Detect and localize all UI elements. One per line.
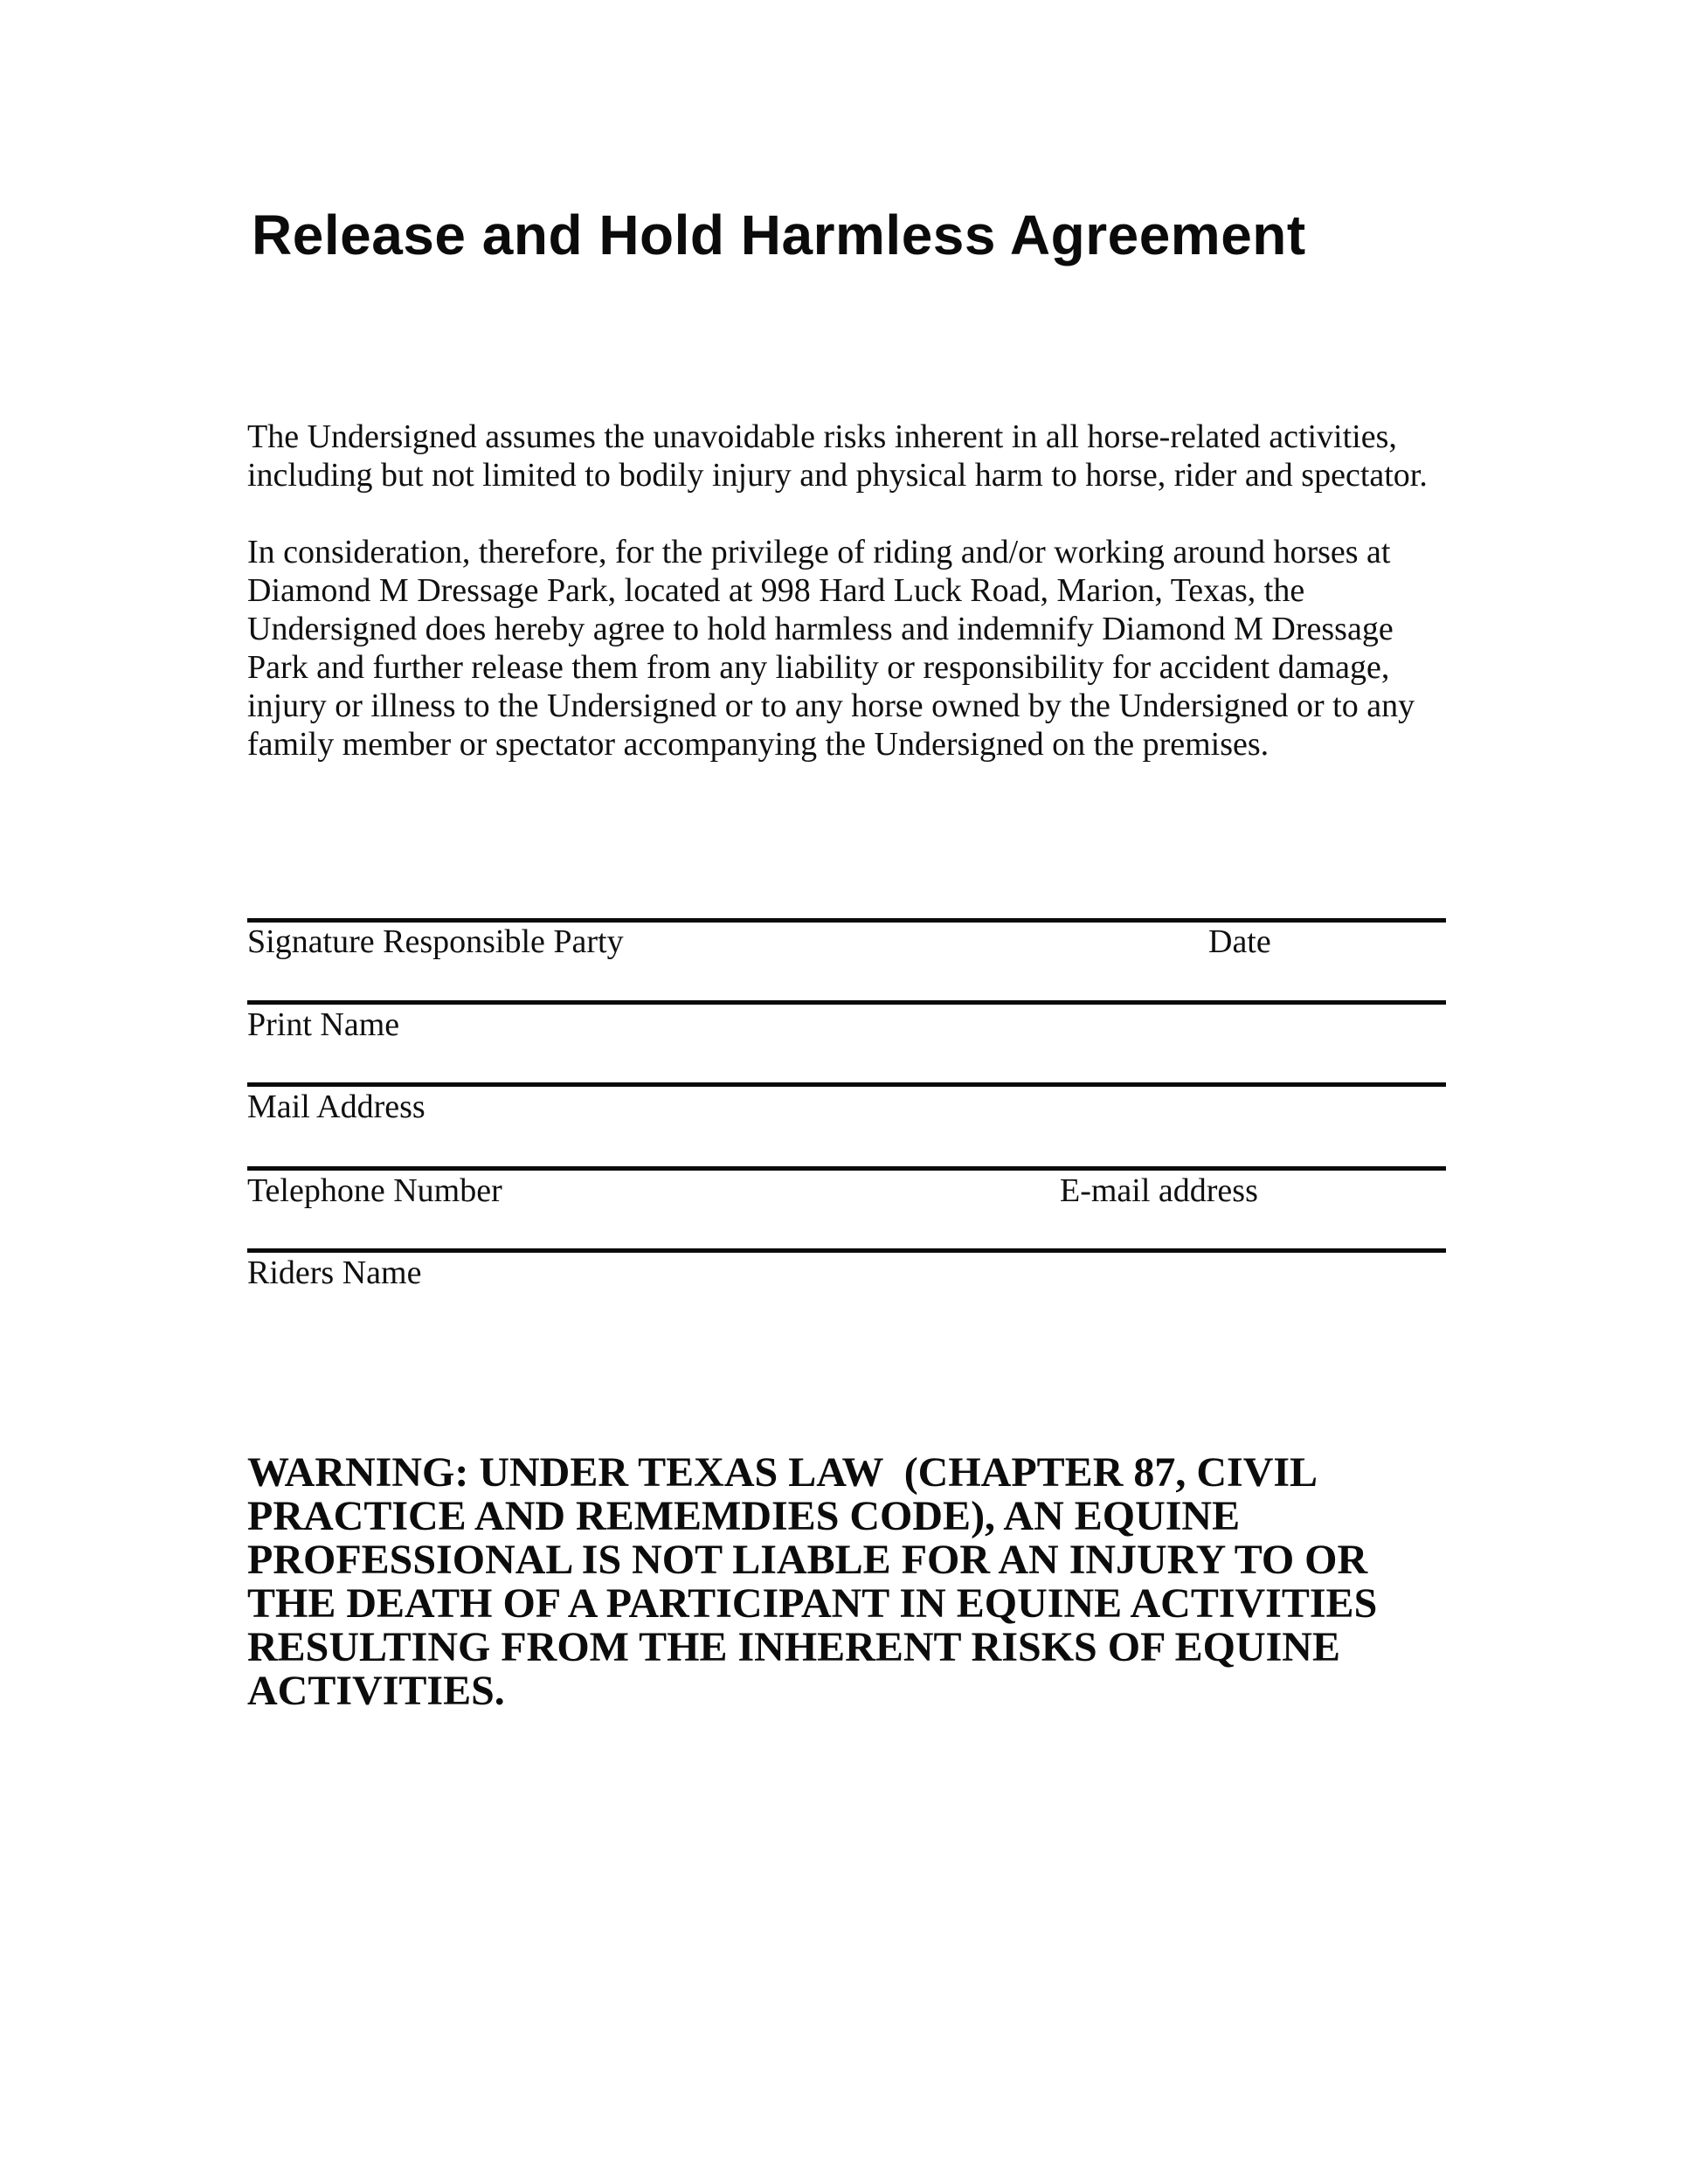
field-label-date: Date [1208, 923, 1271, 960]
riders-name-row-labels [247, 1254, 1446, 1292]
print-name-row-labels [247, 1006, 1446, 1044]
text-line: Diamond M Dressage Park, located at 998 Hard Luck Road, Marion, Texas, the [247, 572, 1305, 609]
field-label-telephone-number: Telephone Number [247, 1172, 502, 1209]
field-label-signature-responsible-party: Signature Responsible Party [247, 923, 624, 960]
field-label-riders-name: Riders Name [247, 1254, 422, 1291]
text-line: including but not limited to bodily injury and physical harm to horse, rider and spectator. [247, 457, 1428, 494]
text-line: ACTIVITIES. [247, 1668, 505, 1714]
telephone-row-labels [247, 1171, 1446, 1210]
text-line: Undersigned does hereby agree to hold harmless and indemnify Diamond M Dressage [247, 611, 1394, 647]
riders-name-line [247, 1248, 1446, 1253]
mail-address-row-labels [247, 1088, 1446, 1126]
text-line: family member or spectator accompanying the Undersigned on the premises. [247, 726, 1269, 763]
text-line: injury or illness to the Undersigned or to any horse owned by the Undersigned or to any [247, 688, 1415, 724]
field-label-email-address: E-mail address [1060, 1172, 1258, 1209]
warning-text [247, 1451, 1377, 1713]
field-label-mail-address: Mail Address [247, 1089, 425, 1125]
print-name-line [247, 1000, 1446, 1005]
text-line: PRACTICE AND REMEMDIES CODE), AN EQUINE [247, 1493, 1241, 1539]
text-line: Park and further release them from any liability or responsibility for accident damage, [247, 649, 1390, 686]
signature-row-labels [247, 923, 1446, 961]
telephone-line [247, 1166, 1446, 1171]
text-line: In consideration, therefore, for the privilege of riding and/or working around horses at [247, 534, 1391, 570]
consideration-paragraph [247, 533, 1415, 764]
text-line: THE DEATH OF A PARTICIPANT IN EQUINE ACTIVITIES [247, 1580, 1378, 1627]
intro-paragraph [247, 418, 1428, 494]
mail-address-line [247, 1082, 1446, 1087]
text-line: PROFESSIONAL IS NOT LIABLE FOR AN INJURY TO OR [247, 1537, 1368, 1583]
field-label-print-name: Print Name [247, 1006, 400, 1043]
text-line: The Undersigned assumes the unavoidable risks inherent in all horse-related activities, [247, 418, 1397, 455]
text-line: RESULTING FROM THE INHERENT RISKS OF EQUINE [247, 1624, 1340, 1670]
text-line: WARNING: UNDER TEXAS LAW (CHAPTER 87, CIVIL [247, 1449, 1318, 1496]
document-title: Release and Hold Harmless Agreement [252, 204, 1306, 266]
